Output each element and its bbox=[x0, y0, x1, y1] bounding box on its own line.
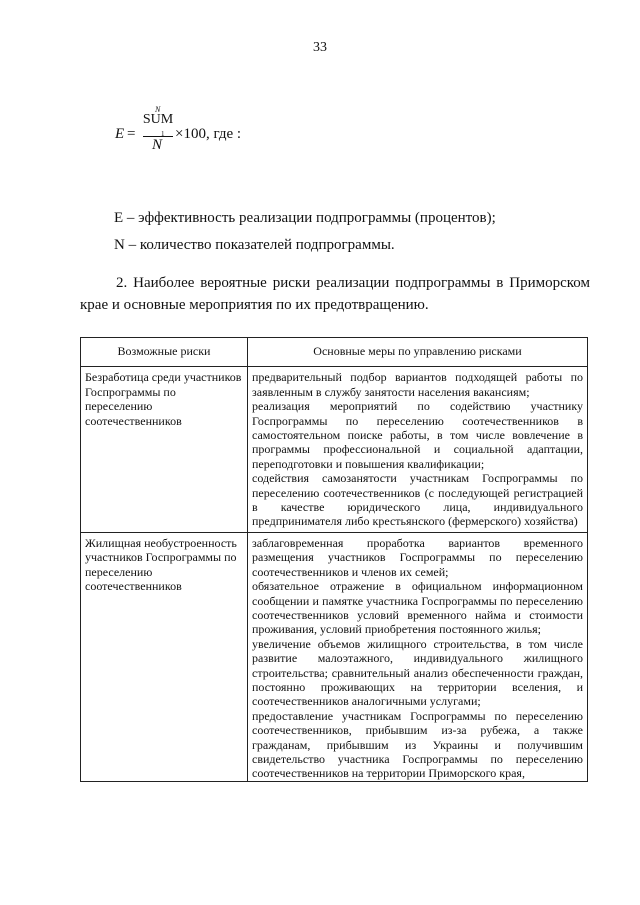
table-row bbox=[81, 367, 588, 532]
risks-table bbox=[80, 337, 588, 782]
formula-denominator: N bbox=[152, 137, 163, 153]
risk-cell: Безработица среди участников Госпрограммы по переселению соотечественников bbox=[81, 367, 248, 532]
table-row bbox=[81, 532, 588, 781]
measures-cell bbox=[248, 367, 588, 532]
formula-tail: ×100, где : bbox=[175, 126, 242, 142]
formula-definitions bbox=[114, 206, 496, 260]
section-heading-line2: крае и основные мероприятия по их предотвращению. bbox=[80, 297, 429, 313]
measure-item: предварительный подбор вариантов подходящей работы по заявленным в службу занятости населения вакансиям; bbox=[252, 370, 583, 399]
section-heading bbox=[80, 272, 590, 316]
formula-equals: = bbox=[127, 126, 136, 142]
measure-item: реализация мероприятий по содействию участнику Госпрограммы по переселению соотечественников в самостоятельном поиске работы, в том числе вовлечение в программы профессиональной и социальной адаптации, переподготовки и повышения квалификации; bbox=[252, 399, 583, 471]
header-risks: Возможные риски bbox=[81, 338, 248, 367]
page-number: 33 bbox=[313, 40, 327, 55]
formula-lhs: E bbox=[115, 126, 125, 142]
measure-item: обязательное отражение в официальном информационном сообщении и памятке участника Госпрограммы по переселению соотечественников условий временного найма и стоимости проживания, условий приобретения постоянного жилья; bbox=[252, 579, 583, 637]
section-heading-line1: 2. Наиболее вероятные риски реализации подпрограммы в Приморском bbox=[116, 275, 590, 291]
measures-cell bbox=[248, 532, 588, 781]
table-header-row bbox=[81, 338, 588, 367]
formula-upper-limit: N bbox=[155, 105, 161, 114]
definition-e: E – эффективность реализации подпрограммы (процентов); bbox=[114, 210, 496, 226]
formula-numerator: SUM bbox=[142, 112, 174, 127]
measure-item: увеличение объемов жилищного строительства, в том числе развитие малоэтажного, индивидуального жилищного строительства; сравнительный анализ обеспеченности граждан, постоянно проживающих на территории вселения, и соотечественников аналогичными услугами; bbox=[252, 636, 583, 709]
risk-cell: Жилищная необустроенность участников Госпрограммы по переселению соотечественников bbox=[81, 532, 248, 781]
definition-n: N – количество показателей подпрограммы. bbox=[114, 237, 395, 253]
formula-lower-limit: 1 bbox=[161, 130, 165, 138]
measure-item: предоставление участникам Госпрограммы по переселению соотечественников, прибывшим из-за рубежа, а также гражданам, прибывшим из Украины и получившим свидетельство участника Госпрограммы по переселению соотечественников на территории Приморского края, bbox=[252, 708, 583, 781]
header-measures: Основные меры по управлению рисками bbox=[248, 338, 588, 367]
measure-item: содействия самозанятости участникам Госпрограммы по переселению соотечественников (с последующей регистрацией в качестве юридического лица, индивидуального предпринимателя либо крестьянского (фермерского) хозяйства) bbox=[252, 471, 583, 529]
measure-item: заблаговременная проработка вариантов временного размещения участников Госпрограммы по переселению соотечественников и членов их семей; bbox=[252, 535, 583, 579]
